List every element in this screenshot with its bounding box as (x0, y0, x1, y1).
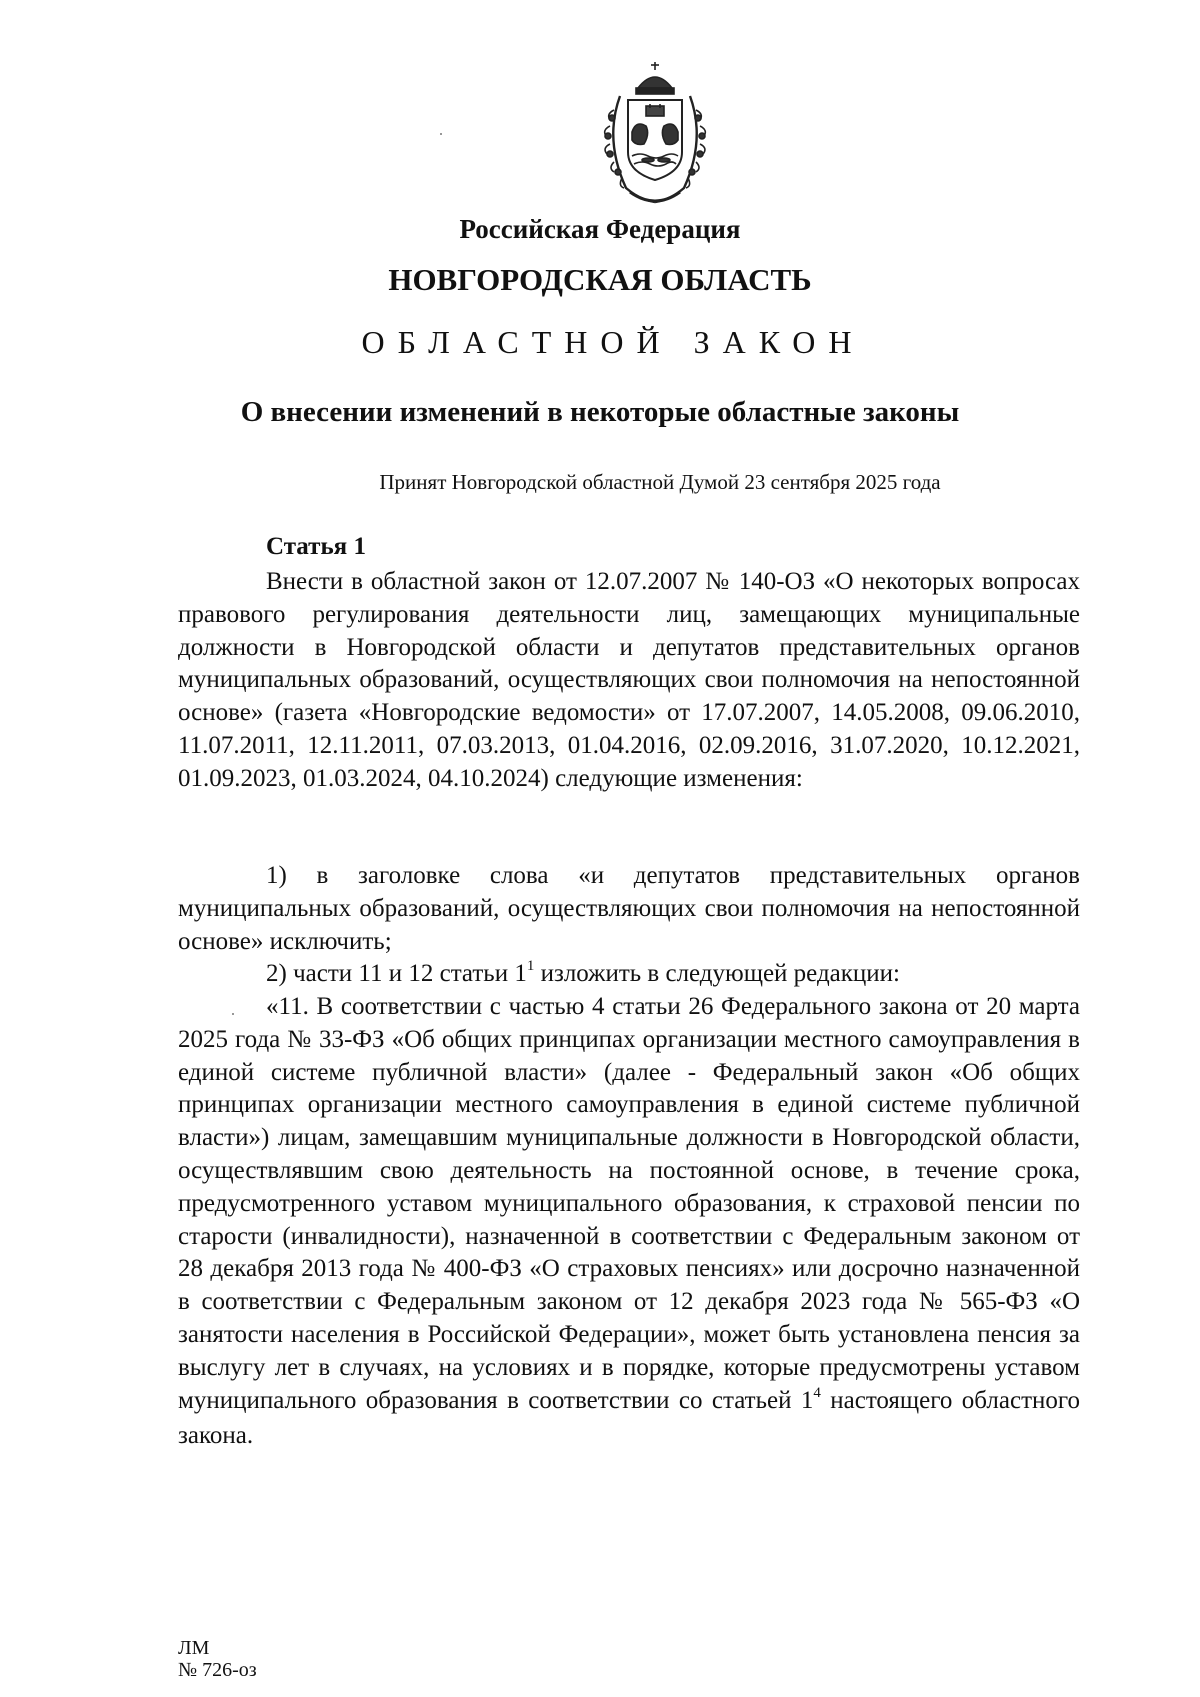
adoption-note: Принят Новгородской областной Думой 23 сентября 2025 года (379, 470, 941, 494)
amendment-item-1: 1) в заголовке слова «и депутатов представительных органов муниципальных образований, осуществляющих свои полномочия на непостоянной основе» исключить; (178, 862, 1080, 955)
superscript-1: 1 (526, 958, 535, 974)
region-name: НОВГОРОДСКАЯ ОБЛАСТЬ (388, 262, 812, 297)
item2-text-end: изложить в следующей редакции: (534, 960, 900, 987)
document-type: ОБЛАСТНОЙ ЗАКОН (361, 324, 865, 360)
amendment-item-2 (178, 958, 1080, 994)
article-heading: Статья 1 (266, 533, 366, 560)
superscript-4: 4 (813, 1384, 821, 1401)
coat-of-arms-emblem (590, 60, 720, 210)
item2-text-start: 2) части 11 и 12 статьи 1 (266, 960, 527, 987)
footer-initials: ЛМ (178, 1637, 210, 1659)
footer-block (178, 1637, 257, 1681)
quote-text-start: «11. В соответствии с частью 4 статьи 26 Федерального закона от 20 марта 2025 года № 33-ФЗ «Об общих принципах организации местного самоуправления в единой системе публичной власти» (далее - Федеральный закон «Об общих принципах организации местного самоуправления в единой системе публичной власти») лицам, замещавшим муниципальные должности в Новгородской области, осуществлявшим свою деятельность на постоянной основе, в течение срока, предусмотренного уставом муниципального образования, к страховой пенсии по старости (инвалидности), назначенной в соответствии с Федеральным законом от 28 декабря 2013 года № 400-ФЗ «О страховых пенсиях» или досрочно назначенной в соответствии с Федеральным законом от 12 декабря 2023 года № 565-ФЗ «О занятости населения в Российской Федерации», может быть установлена пенсия за выслугу лет в случаях, на условиях и в порядке, которые предусмотрены уставом муниципального образования в соответствии со статьей 1 (178, 993, 1080, 1414)
article-intro-paragraph: Внести в областной закон от 12.07.2007 № 140-ОЗ «О некоторых вопросах правового регулирования деятельности лиц, замещающих муниципальные должности в Новгородской области и депутатов представительных органов муниципальных образований, осуществляющих свои полномочия на непостоянной основе» (газета «Новгородские ведомости» от 17.07.2007, 14.05.2008, 09.06.2010, 11.07.2011, 12.11.2011, 07.03.2013, 01.04.2016, 02.09.2016, 31.07.2020, 10.12.2021, 01.09.2023, 01.03.2024, 04.10.2024) следующие изменения: (178, 568, 1080, 792)
country-name: Российская Федерация (459, 214, 741, 244)
scan-speck (440, 133, 442, 135)
quoted-part-11 (178, 991, 1080, 1453)
quote-text-end: настоящего областного закона. (178, 1386, 1081, 1450)
scan-speck (232, 1013, 234, 1015)
law-title: О внесении изменений в некоторые областные законы (240, 396, 960, 428)
footer-doc-number: № 726-оз (178, 1659, 257, 1681)
